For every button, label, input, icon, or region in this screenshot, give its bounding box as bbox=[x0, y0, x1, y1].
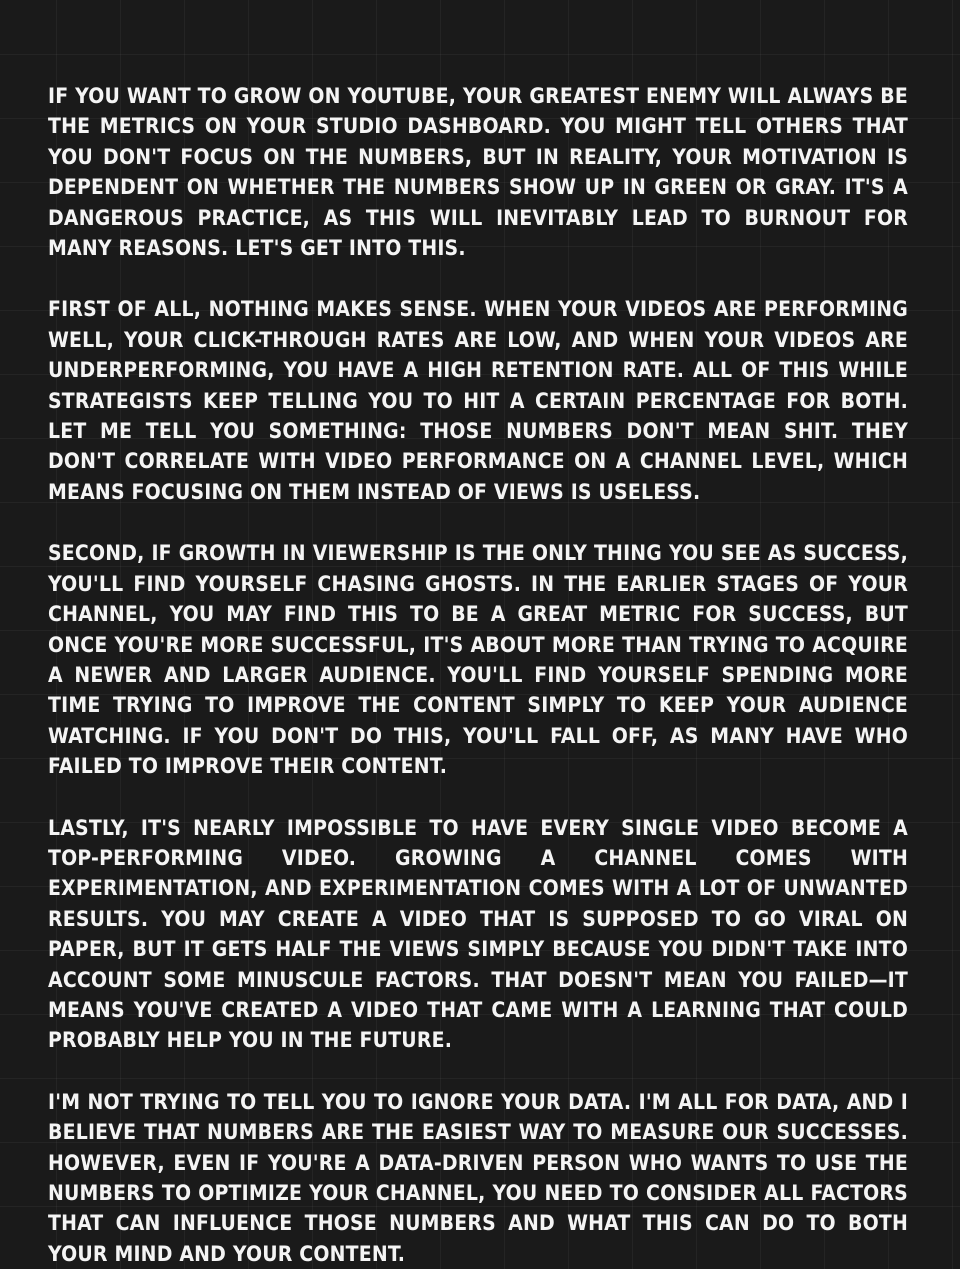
paragraph-first-point: FIRST OF ALL, NOTHING MAKES SENSE. WHEN YOUR VIDEOS ARE PERFORMING WELL, YOUR CLICK-THROUGH RATES ARE LOW, AND WHEN YOUR VIDEOS ARE UNDERPERFORMING, YOU HAVE A HIGH RETENTION RATE. ALL OF THIS WHILE STRATEGISTS KEEP TELLING YOU TO HIT A CERTAIN PERCENTAGE FOR BOTH. LET ME TELL YOU SOMETHING: THOSE NUMBERS DON'T MEAN SHIT. THEY DON'T CORRELATE WITH VIDEO PERFORMANCE ON A CHANNEL LEVEL, WHICH MEANS FOCUSING ON THEM INSTEAD OF VIEWS IS USELESS. bbox=[48, 297, 908, 504]
paragraph-intro: IF YOU WANT TO GROW ON YOUTUBE, YOUR GREATEST ENEMY WILL ALWAYS BE THE METRICS ON YOUR STUDIO DASHBOARD. YOU MIGHT TELL OTHERS THAT YOU DON'T FOCUS ON THE NUMBERS, BUT IN REALITY, YOUR MOTIVATION IS DEPENDENT ON WHETHER THE NUMBERS SHOW UP IN GREEN OR GRAY. IT'S A DANGEROUS PRACTICE, AS THIS WILL INEVITABLY LEAD TO BURNOUT FOR MANY REASONS. LET'S GET INTO THIS. bbox=[48, 84, 908, 261]
paragraph-second-point: SECOND, IF GROWTH IN VIEWERSHIP IS THE ONLY THING YOU SEE AS SUCCESS, YOU'LL FIND YOURSELF CHASING GHOSTS. IN THE EARLIER STAGES OF YOUR CHANNEL, YOU MAY FIND THIS TO BE A GREAT METRIC FOR SUCCESS, BUT ONCE YOU'RE MORE SUCCESSFUL, IT'S ABOUT MORE THAN TRYING TO ACQUIRE A NEWER AND LARGER AUDIENCE. YOU'LL FIND YOURSELF SPENDING MORE TIME TRYING TO IMPROVE THE CONTENT SIMPLY TO KEEP YOUR AUDIENCE WATCHING. IF YOU DON'T DO THIS, YOU'LL FALL OFF, AS MANY HAVE WHO FAILED TO IMPROVE THEIR CONTENT. bbox=[48, 541, 908, 779]
paragraph-conclusion: I'M NOT TRYING TO TELL YOU TO IGNORE YOUR DATA. I'M ALL FOR DATA, AND I BELIEVE THAT NUMBERS ARE THE EASIEST WAY TO MEASURE OUR SUCCESSES. HOWEVER, EVEN IF YOU'RE A DATA-DRIVEN PERSON WHO WANTS TO USE THE NUMBERS TO OPTIMIZE YOUR CHANNEL, YOU NEED TO CONSIDER ALL FACTORS THAT CAN INFLUENCE THOSE NUMBERS AND WHAT THIS CAN DO TO BOTH YOUR MIND AND YOUR CONTENT. bbox=[48, 1089, 908, 1266]
article-body bbox=[48, 81, 908, 1269]
paragraph-last-point: LASTLY, IT'S NEARLY IMPOSSIBLE TO HAVE EVERY SINGLE VIDEO BECOME A TOP-PERFORMING VIDEO. GROWING A CHANNEL COMES WITH EXPERIMENTATION, AND EXPERIMENTATION COMES WITH A LOT OF UNWANTED RESULTS. YOU MAY CREATE A VIDEO THAT IS SUPPOSED TO GO VIRAL ON PAPER, BUT IT GETS HALF THE VIEWS SIMPLY BECAUSE YOU DIDN'T TAKE INTO ACCOUNT SOME MINUSCULE FACTORS. THAT DOESN'T MEAN YOU FAILED—IT MEANS YOU'VE CREATED A VIDEO THAT CAME WITH A LEARNING THAT COULD PROBABLY HELP YOU IN THE FUTURE. bbox=[48, 815, 908, 1053]
